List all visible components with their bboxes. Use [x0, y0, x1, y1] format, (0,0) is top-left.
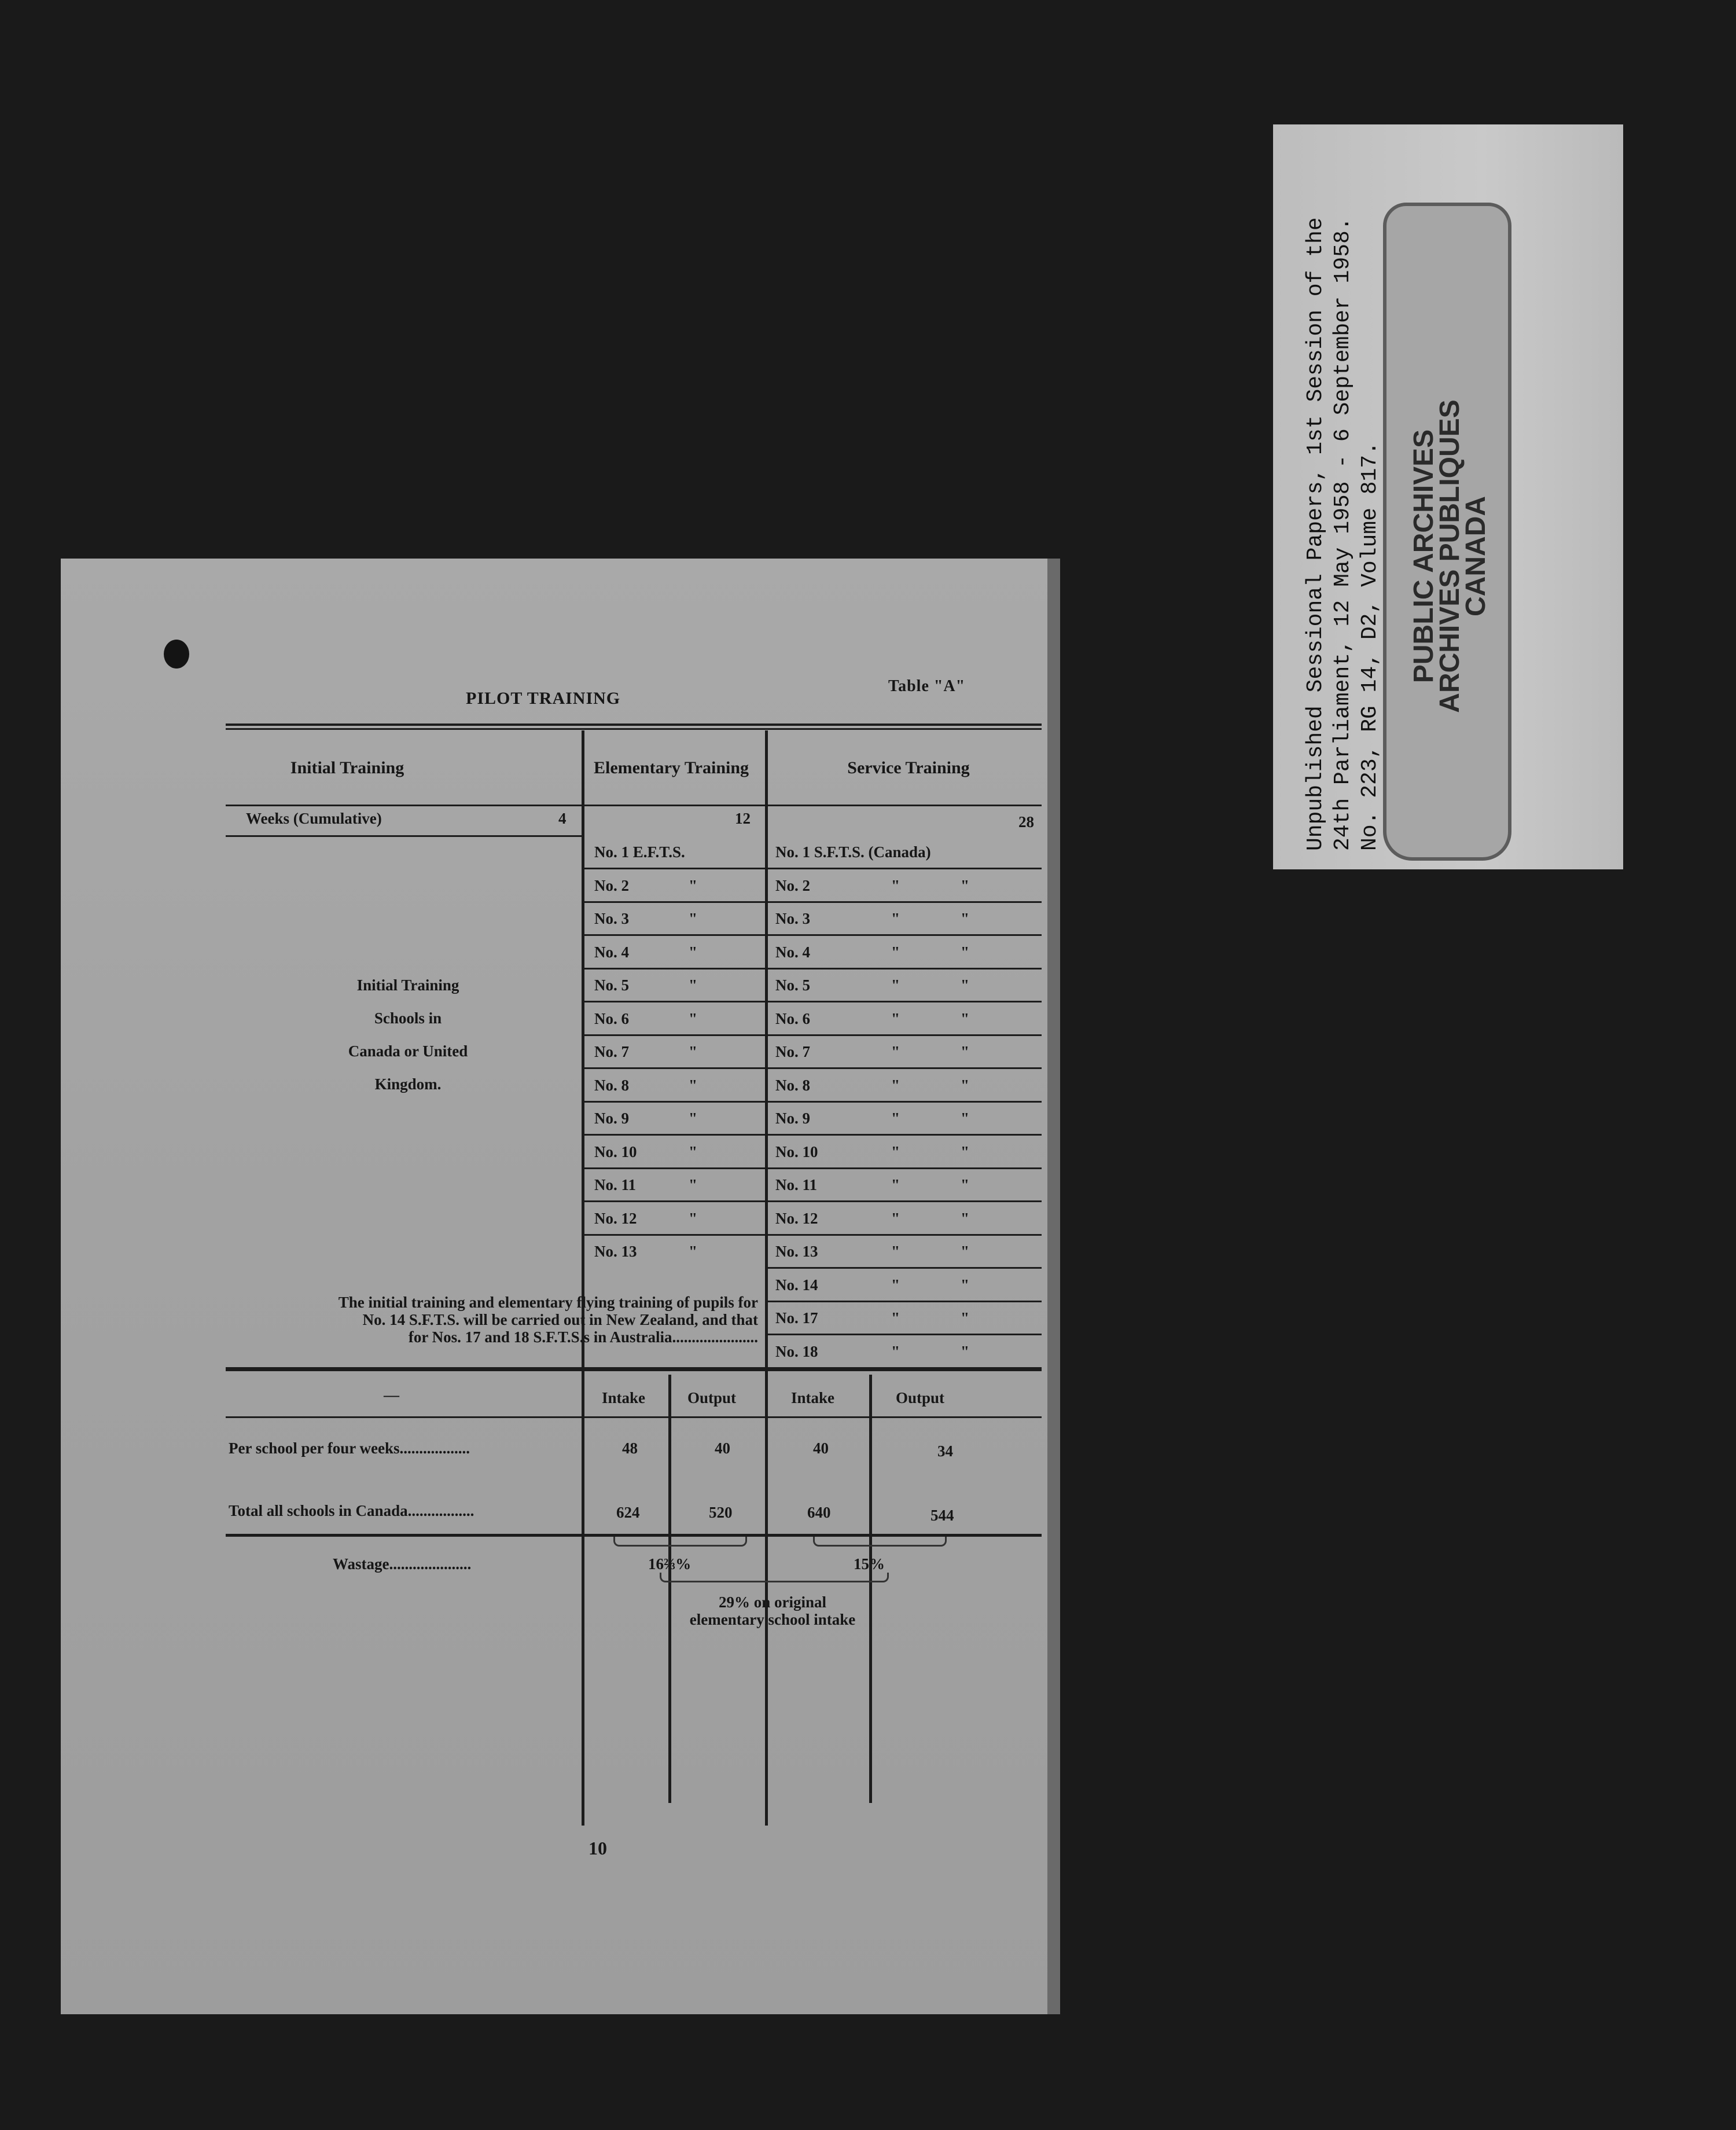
per-school-elem-output: 40 — [715, 1439, 730, 1457]
service-ditto-a: " — [891, 1110, 900, 1127]
row-rule — [583, 1034, 1042, 1036]
note-line-1: The initial training and elementary flying training of pupils for — [338, 1294, 758, 1311]
service-school-7: No. 7 — [775, 1043, 810, 1060]
service-ditto-b: " — [961, 1243, 969, 1260]
service-ditto-b: " — [961, 876, 969, 894]
row-rule — [583, 1134, 1042, 1136]
elementary-school-8: No. 8 — [594, 1076, 629, 1094]
service-ditto-b: " — [961, 1176, 969, 1193]
page-number: 10 — [589, 1838, 607, 1859]
stamp-line-2: ARCHIVES PUBLIQUES — [1435, 399, 1465, 713]
header-elementary-training: Elementary Training — [593, 758, 749, 777]
per-school-serv-intake: 40 — [813, 1439, 829, 1457]
wastage-overall-line-1: 29% on original — [718, 1593, 827, 1611]
row-rule — [767, 1301, 1042, 1302]
service-school-9: No. 9 — [775, 1110, 810, 1127]
elementary-ditto: " — [689, 876, 697, 894]
service-ditto-a: " — [891, 1243, 900, 1260]
row-rule — [583, 1101, 1042, 1103]
page-title: PILOT TRAINING — [466, 689, 621, 708]
elementary-ditto: " — [689, 1209, 697, 1227]
weeks-service: 28 — [1018, 813, 1034, 831]
row-rule — [583, 1200, 1042, 1202]
weeks-bottom-rule — [226, 835, 583, 837]
wastage-label: Wastage..................... — [333, 1555, 472, 1573]
service-school-6: No. 6 — [775, 1009, 810, 1027]
weeks-elementary: 12 — [735, 810, 751, 827]
service-ditto-a: " — [891, 1009, 900, 1027]
service-ditto-b: " — [961, 976, 969, 994]
brace-service — [813, 1537, 947, 1547]
row-rule — [583, 1067, 1042, 1069]
archive-citation — [1302, 133, 1384, 851]
column-divider-1 — [582, 730, 584, 1826]
service-ditto-a: " — [891, 1043, 900, 1060]
row-rule — [583, 968, 1042, 969]
total-elem-intake: 624 — [616, 1504, 640, 1521]
archive-label — [1273, 124, 1623, 869]
per-school-label: Per school per four weeks.................. — [229, 1439, 470, 1457]
wastage-overall-line-2: elementary school intake — [689, 1611, 856, 1628]
service-school-10: No. 10 — [775, 1143, 818, 1161]
service-ditto-a: " — [891, 1342, 900, 1360]
wastage-service: 15% — [854, 1555, 885, 1573]
punch-hole — [164, 640, 189, 669]
service-school-3: No. 3 — [775, 910, 810, 927]
elementary-school-13: No. 13 — [594, 1243, 637, 1260]
total-serv-output: 544 — [930, 1507, 954, 1524]
io-top-rule — [226, 1369, 1042, 1371]
note-line-2: No. 14 S.F.T.S. will be carried out in New Zealand, and that — [362, 1311, 758, 1328]
service-ditto-a: " — [891, 976, 900, 994]
elementary-school-12: No. 12 — [594, 1209, 637, 1227]
initial-schools-line-4: Kingdom. — [374, 1075, 442, 1093]
note-line-3: for Nos. 17 and 18 S.F.T.S.s in Australia...................... — [408, 1328, 758, 1346]
service-school-15: No. 17 — [775, 1309, 818, 1327]
row-rule — [583, 1234, 1042, 1236]
header-initial-training: Initial Training — [290, 758, 404, 777]
service-ditto-a: " — [891, 1209, 900, 1227]
service-ditto-b: " — [961, 910, 969, 927]
elementary-ditto: " — [689, 1110, 697, 1127]
service-school-4: No. 4 — [775, 943, 810, 961]
serv-output-header: Output — [896, 1389, 945, 1406]
elementary-school-11: No. 11 — [594, 1176, 637, 1193]
io-mark: — — [384, 1386, 399, 1404]
row-rule — [583, 934, 1042, 936]
elem-intake-header: Intake — [602, 1389, 646, 1406]
service-school-8: No. 8 — [775, 1076, 810, 1094]
service-ditto-b: " — [961, 1143, 969, 1161]
row-rule — [767, 1267, 1042, 1269]
elementary-school-1: No. 1 E.F.T.S. — [594, 843, 685, 861]
service-school-2: No. 2 — [775, 876, 810, 894]
citation-line-2: 24th Parliament, 12 May 1958 - 6 September 1958. — [1330, 217, 1355, 851]
service-ditto-b: " — [961, 1276, 969, 1294]
service-ditto-a: " — [891, 1143, 900, 1161]
service-ditto-a: " — [891, 876, 900, 894]
service-school-14: No. 14 — [775, 1276, 818, 1294]
elementary-ditto: " — [689, 1043, 697, 1060]
service-ditto-b: " — [961, 1043, 969, 1060]
service-ditto-b: " — [961, 943, 969, 961]
elementary-school-6: No. 6 — [594, 1009, 629, 1027]
elementary-ditto: " — [689, 1243, 697, 1260]
total-serv-intake: 640 — [807, 1504, 831, 1521]
column-divider-elem — [668, 1375, 671, 1803]
service-ditto-b: " — [961, 1110, 969, 1127]
stamp-line-3: CANADA — [1461, 496, 1491, 616]
service-ditto-a: " — [891, 943, 900, 961]
row-rule — [583, 1001, 1042, 1002]
initial-schools-line-3: Canada or United — [348, 1042, 468, 1060]
wastage-elementary: 16⅔% — [648, 1555, 692, 1573]
service-ditto-b: " — [961, 1309, 969, 1327]
initial-schools-line-2: Schools in — [374, 1009, 442, 1027]
total-elem-output: 520 — [709, 1504, 733, 1521]
service-school-11: No. 11 — [775, 1176, 818, 1193]
elementary-school-7: No. 7 — [594, 1043, 629, 1060]
service-ditto-b: " — [961, 1342, 969, 1360]
per-school-serv-output: 34 — [937, 1442, 953, 1460]
service-ditto-b: " — [961, 1009, 969, 1027]
elementary-ditto: " — [689, 910, 697, 927]
total-label: Total all schools in Canada................. — [229, 1502, 475, 1519]
header-service-training: Service Training — [847, 758, 970, 777]
column-divider-serv — [869, 1375, 872, 1803]
row-rule — [583, 868, 1042, 869]
elementary-school-4: No. 4 — [594, 943, 629, 961]
elementary-school-9: No. 9 — [594, 1110, 629, 1127]
archives-stamp — [1383, 203, 1511, 861]
elem-output-header: Output — [687, 1389, 737, 1406]
service-ditto-a: " — [891, 1176, 900, 1193]
brace-elementary — [613, 1537, 747, 1547]
service-school-1: No. 1 S.F.T.S. (Canada) — [775, 843, 931, 861]
elementary-ditto: " — [689, 943, 697, 961]
document-page — [61, 559, 1060, 2014]
elementary-ditto: " — [689, 1009, 697, 1027]
service-school-5: No. 5 — [775, 976, 810, 994]
weeks-initial: 4 — [558, 810, 567, 827]
elementary-school-3: No. 3 — [594, 910, 629, 927]
service-ditto-a: " — [891, 1076, 900, 1094]
stamp-line-1: PUBLIC ARCHIVES — [1408, 429, 1439, 684]
service-ditto-a: " — [891, 1276, 900, 1294]
elementary-ditto: " — [689, 1143, 697, 1161]
table-reference: Table "A" — [888, 677, 966, 695]
top-rule-2 — [226, 728, 1042, 730]
per-school-elem-intake: 48 — [622, 1439, 638, 1457]
service-school-13: No. 13 — [775, 1243, 818, 1260]
row-rule — [583, 901, 1042, 903]
weeks-rule — [226, 805, 1042, 806]
service-ditto-b: " — [961, 1209, 969, 1227]
elementary-school-5: No. 5 — [594, 976, 629, 994]
initial-schools-line-1: Initial Training — [356, 976, 459, 994]
weeks-label: Weeks (Cumulative) — [246, 810, 382, 827]
column-divider-2 — [765, 730, 768, 1826]
elementary-school-10: No. 10 — [594, 1143, 637, 1161]
service-ditto-b: " — [961, 1076, 969, 1094]
brace-overall — [660, 1573, 889, 1582]
io-header-rule — [226, 1416, 1042, 1418]
service-ditto-a: " — [891, 910, 900, 927]
serv-intake-header: Intake — [791, 1389, 835, 1406]
top-rule — [226, 724, 1042, 726]
elementary-ditto: " — [689, 1176, 697, 1193]
citation-line-3: No. 223, RG 14, D2, Volume 817. — [1358, 442, 1382, 851]
elementary-school-2: No. 2 — [594, 876, 629, 894]
row-rule — [767, 1334, 1042, 1335]
citation-line-1: Unpublished Sessional Papers, 1st Session of the — [1303, 217, 1328, 851]
elementary-ditto: " — [689, 976, 697, 994]
service-school-12: No. 12 — [775, 1209, 818, 1227]
row-rule — [583, 1167, 1042, 1169]
service-school-16: No. 18 — [775, 1342, 818, 1360]
service-ditto-a: " — [891, 1309, 900, 1327]
elementary-ditto: " — [689, 1076, 697, 1094]
